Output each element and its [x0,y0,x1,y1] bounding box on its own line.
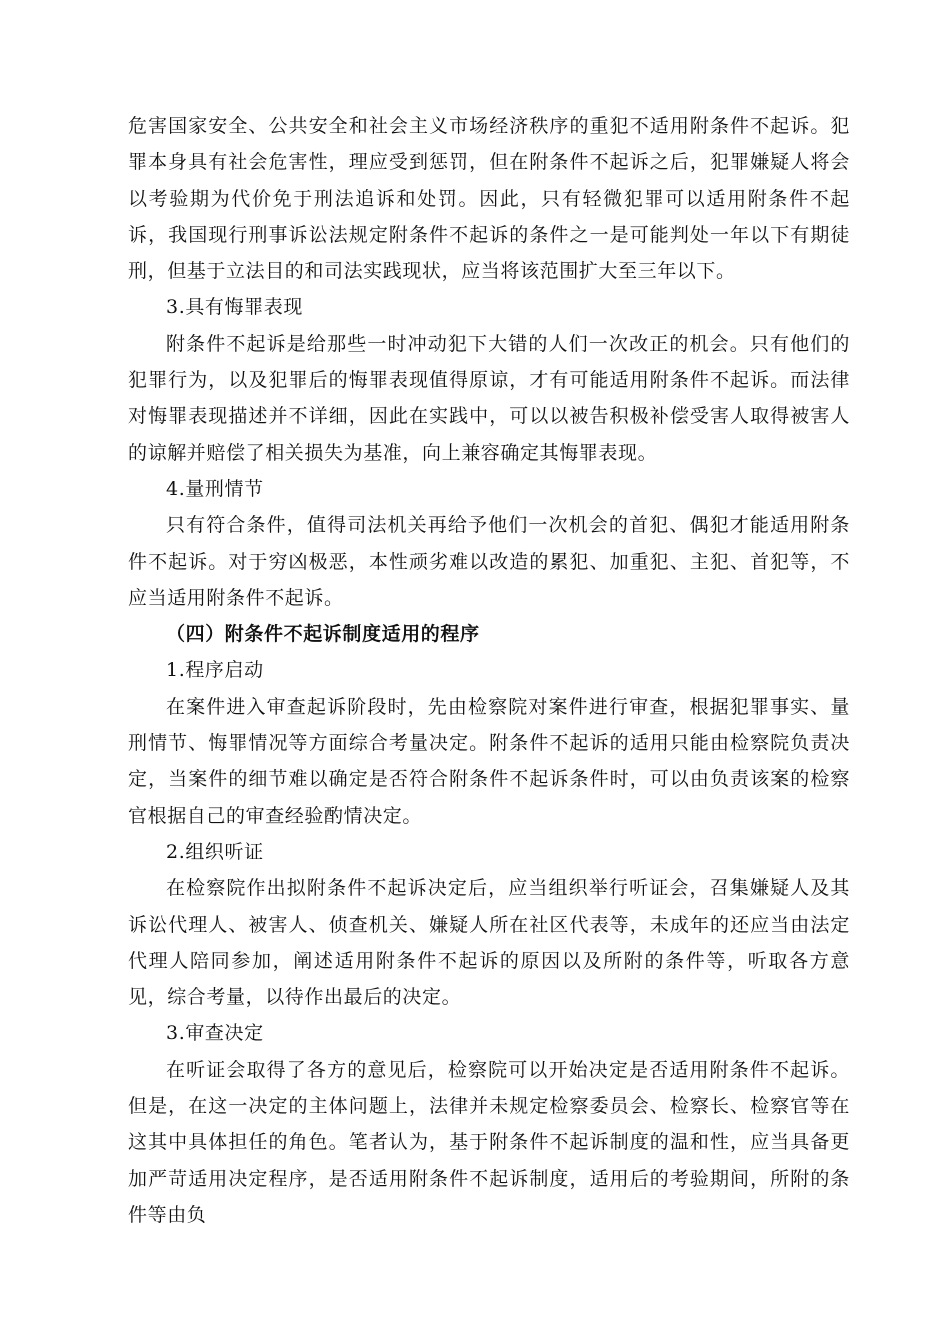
paragraph-serious-crimes: 危害国家安全、公共安全和社会主义市场经济秩序的重犯不适用附条件不起诉。犯罪本身具有社会危害性，理应受到惩罚，但在附条件不起诉之后，犯罪嫌疑人将会以考验期为代价免于刑法追诉和处罚。因此，只有轻微犯罪可以适用附条件不起诉，我国现行刑事诉讼法规定附条件不起诉的条件之一是可能判处一年以下有期徒刑，但基于立法目的和司法实践现状，应当将该范围扩大至三年以下。 [128,115,850,283]
subheading-remorse: 3.具有悔罪表现 [166,296,303,319]
subheading-decision: 3.审查决定 [166,1022,264,1045]
document-body [128,108,850,1233]
subheading-hearing: 2.组织听证 [166,840,264,863]
subheading-sentencing: 4.量刑情节 [166,477,264,500]
paragraph-remorse: 附条件不起诉是给那些一时冲动犯下大错的人们一次改正的机会。只有他们的犯罪行为，以及犯罪后的悔罪表现值得原谅，才有可能适用附条件不起诉。而法律对悔罪表现描述并不详细，因此在实践中，可以以被告积极补偿受害人取得被害人的谅解并赔偿了相关损失为基准，向上兼容确定其悔罪表现。 [128,332,850,464]
paragraph-hearing: 在检察院作出拟附条件不起诉决定后，应当组织举行听证会，召集嫌疑人及其诉讼代理人、被害人、侦查机关、嫌疑人所在社区代表等，未成年的还应当由法定代理人陪同参加，阐述适用附条件不起诉的原因以及所附的条件等，听取各方意见，综合考量，以待作出最后的决定。 [128,877,850,1009]
section-heading-procedure: （四）附条件不起诉制度适用的程序 [166,623,480,646]
paragraph-decision: 在听证会取得了各方的意见后，检察院可以开始决定是否适用附条件不起诉。但是，在这一决定的主体问题上，法律并未规定检察委员会、检察长、检察官等在这其中具体担任的角色。笔者认为，基于附条件不起诉制度的温和性，应当具备更加严苛适用决定程序，是否适用附条件不起诉制度，适用后的考验期间，所附的条件等由负 [128,1058,850,1226]
paragraph-sentencing: 只有符合条件，值得司法机关再给予他们一次机会的首犯、偶犯才能适用附条件不起诉。对于穷凶极恶，本性顽劣难以改造的累犯、加重犯、主犯、首犯等，不应当适用附条件不起诉。 [128,514,850,609]
subheading-initiation: 1.程序启动 [166,659,264,682]
paragraph-initiation: 在案件进入审查起诉阶段时，先由检察院对案件进行审查，根据犯罪事实、量刑情节、悔罪情况等方面综合考量决定。附条件不起诉的适用只能由检察院负责决定，当案件的细节难以确定是否符合附条件不起诉条件时，可以由负责该案的检察官根据自己的审查经验酌情决定。 [128,695,850,827]
